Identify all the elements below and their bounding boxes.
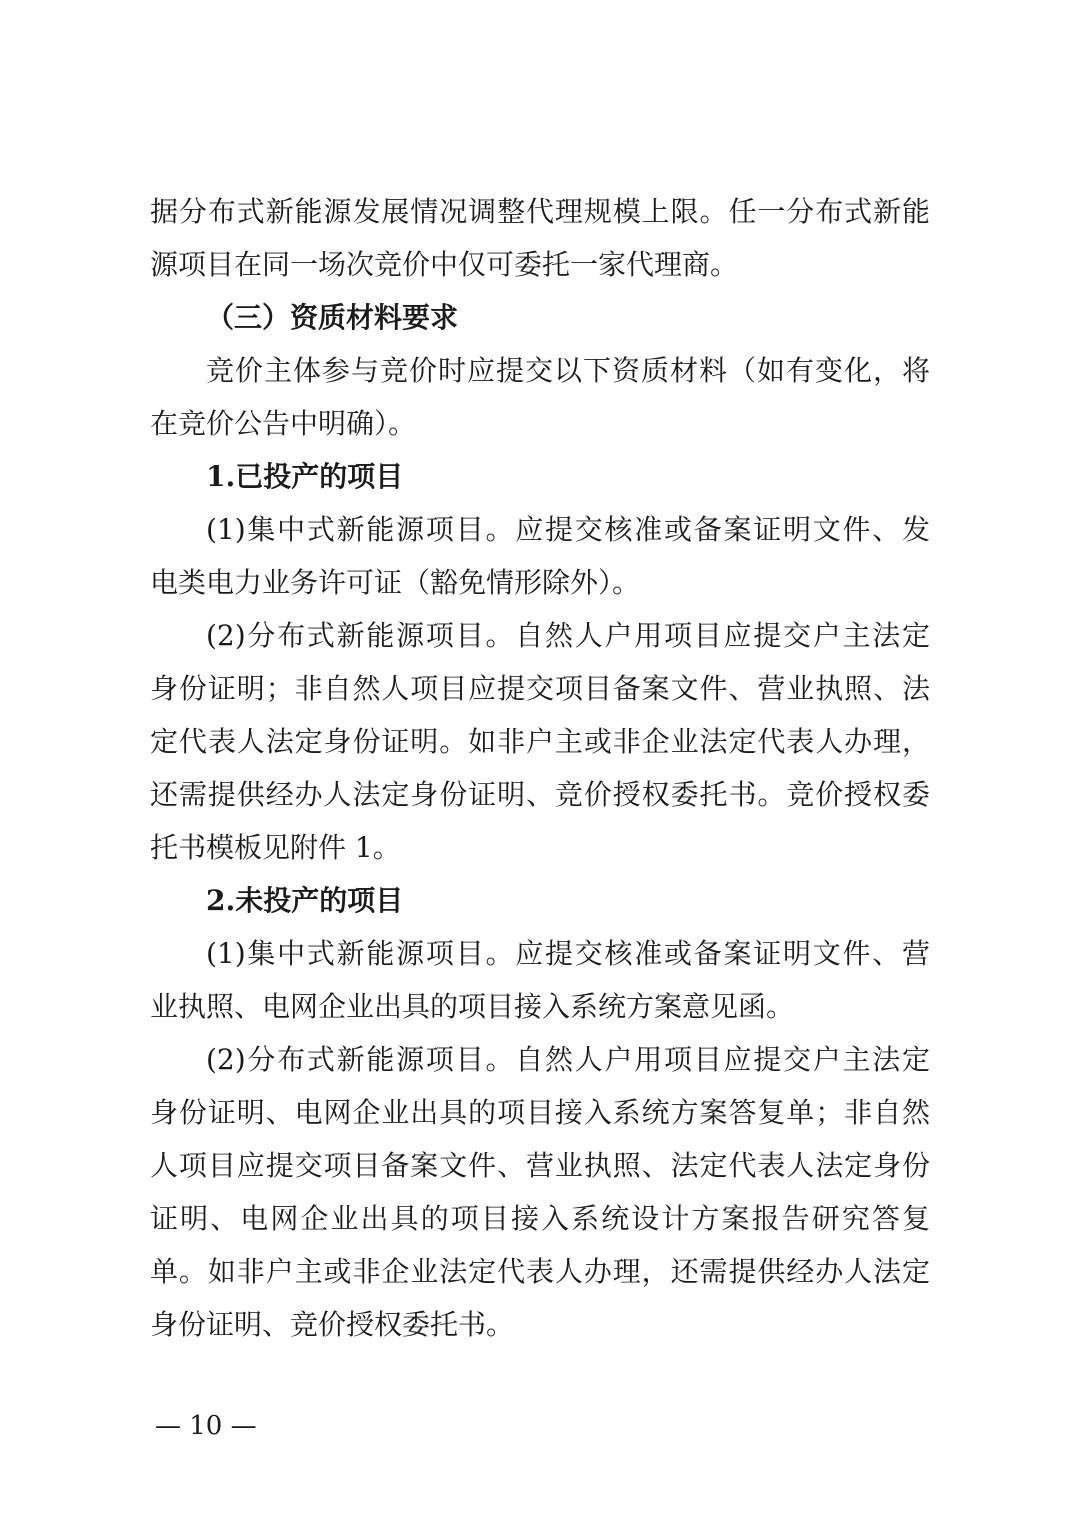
- paragraph-line: 据分布式新能源发展情况调整代理规模上限。任一分布式新能: [150, 195, 930, 228]
- paragraph-line: 源项目在同一场次竞价中仅可委托一家代理商。: [150, 248, 739, 281]
- subsection-heading: 2.未投产的项目: [206, 884, 404, 917]
- paragraph-line: 身份证明、电网企业出具的项目接入系统方案答复单；非自然: [150, 1096, 930, 1129]
- body-text: [150, 185, 930, 1351]
- paragraph-line: 身份证明、竞价授权委托书。: [150, 1308, 515, 1341]
- paragraph-line: 业执照、电网企业出具的项目接入系统方案意见函。: [150, 990, 795, 1023]
- paragraph-line: 证明、电网企业出具的项目接入系统设计方案报告研究答复: [150, 1202, 930, 1235]
- paragraph-line: 还需提供经办人法定身份证明、竞价授权委托书。竞价授权委: [150, 778, 930, 811]
- paragraph-line: (1)集中式新能源项目。应提交核准或备案证明文件、营: [206, 937, 930, 970]
- paragraph-line: 在竞价公告中明确）。: [150, 407, 417, 440]
- paragraph-line: 竞价主体参与竞价时应提交以下资质材料（如有变化，将: [206, 354, 930, 387]
- paragraph-line: 电类电力业务许可证（豁免情形除外）。: [150, 566, 641, 599]
- subsection-heading: 1.已投产的项目: [206, 460, 404, 493]
- paragraph-line: 单。如非户主或非企业法定代表人办理，还需提供经办人法定: [150, 1255, 930, 1288]
- section-heading: （三）资质材料要求: [206, 301, 459, 334]
- page-number: — 10 —: [155, 1411, 257, 1441]
- paragraph-line: 身份证明；非自然人项目应提交项目备案文件、营业执照、法: [150, 672, 930, 705]
- paragraph-line: 托书模板见附件 1。: [150, 831, 401, 864]
- paragraph-line: (2)分布式新能源项目。自然人户用项目应提交户主法定: [206, 619, 930, 652]
- paragraph-line: 定代表人法定身份证明。如非户主或非企业法定代表人办理，: [150, 725, 930, 758]
- paragraph-line: 人项目应提交项目备案文件、营业执照、法定代表人法定身份: [150, 1149, 930, 1182]
- paragraph-line: (2)分布式新能源项目。自然人户用项目应提交户主法定: [206, 1043, 930, 1076]
- paragraph-line: (1)集中式新能源项目。应提交核准或备案证明文件、发: [206, 513, 930, 546]
